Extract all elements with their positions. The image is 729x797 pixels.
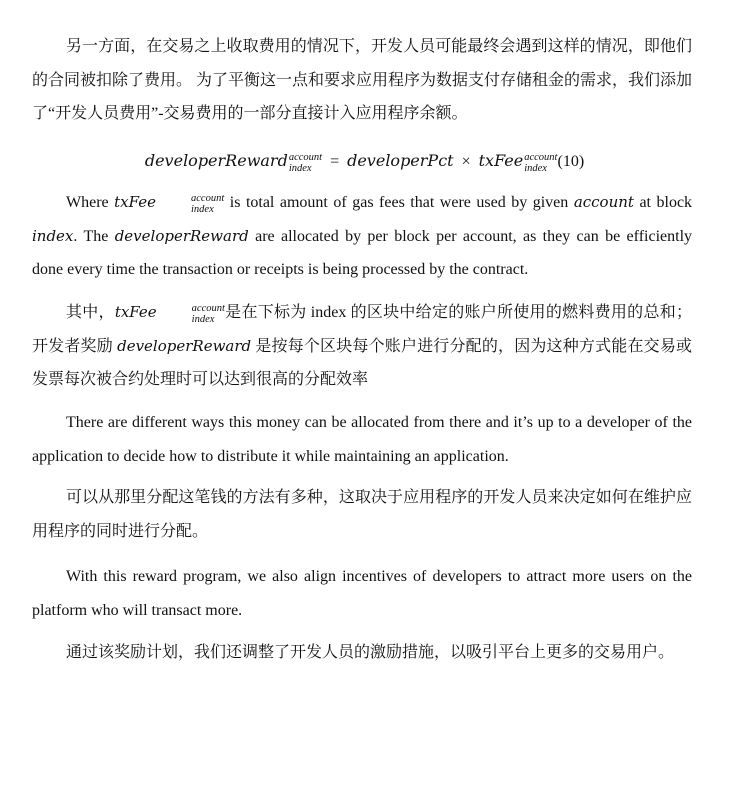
paragraph-zh-incentives: 通过该奖励计划，我们还调整了开发人员的激励措施，以吸引平台上更多的交易用户。 [66, 644, 675, 661]
eq-term-pct: developerPct [347, 151, 454, 170]
eq-times: × [461, 153, 471, 170]
equation-developer-reward [0, 146, 729, 177]
eq-rhs-supsub: account index [524, 152, 558, 174]
paragraph-en-where: Where txFee account index is total amount of gas fees that were used by given account at block index. The developerReward are allocated by per block per account, as they can be efficiently done every time the transaction or receipts is being processed by the contract. [32, 193, 693, 278]
equation-number: (10) [557, 153, 585, 170]
eq-equals: = [330, 153, 340, 170]
eq-lhs-supsub: account index [288, 152, 323, 174]
paragraph-en-allocation: There are different ways this money can be allocated from there and it’s up to a developer of the application to decide how to distribute it while maintaining an application. [32, 414, 692, 465]
paragraph-en-incentives: With this reward program, we also align incentives of developers to attract more users on the platform who will transact more. [32, 568, 692, 619]
paragraph-zh-fee-intro: 另一方面，在交易之上收取费用的情况下，开发人员可能最终会遇到这样的情况，即他们的合同被扣除了费用。 为了平衡这一点和要求应用程序为数据支付存储租金的需求，我们添加了“开发人员费用”-交易费用的一部分直接计入应用程序余额。 [32, 38, 693, 122]
paragraph-zh-where: 其中，txFee account index 是在下标为 index 的区块中给定的账户所使用的燃料费用的总和；开发者奖励 developerReward 是按每个区块每个账户进行分配的，因为这种方式能在交易或发票每次被合约处理时可以达到很高的分配效率 [32, 303, 692, 388]
eq-lhs: developerReward [144, 151, 288, 170]
eq-term-txfee: txFee [478, 151, 524, 170]
paragraph-zh-allocation: 可以从那里分配这笔钱的方法有多种，这取决于应用程序的开发人员来决定如何在维护应用程序的同时进行分配。 [32, 489, 692, 540]
